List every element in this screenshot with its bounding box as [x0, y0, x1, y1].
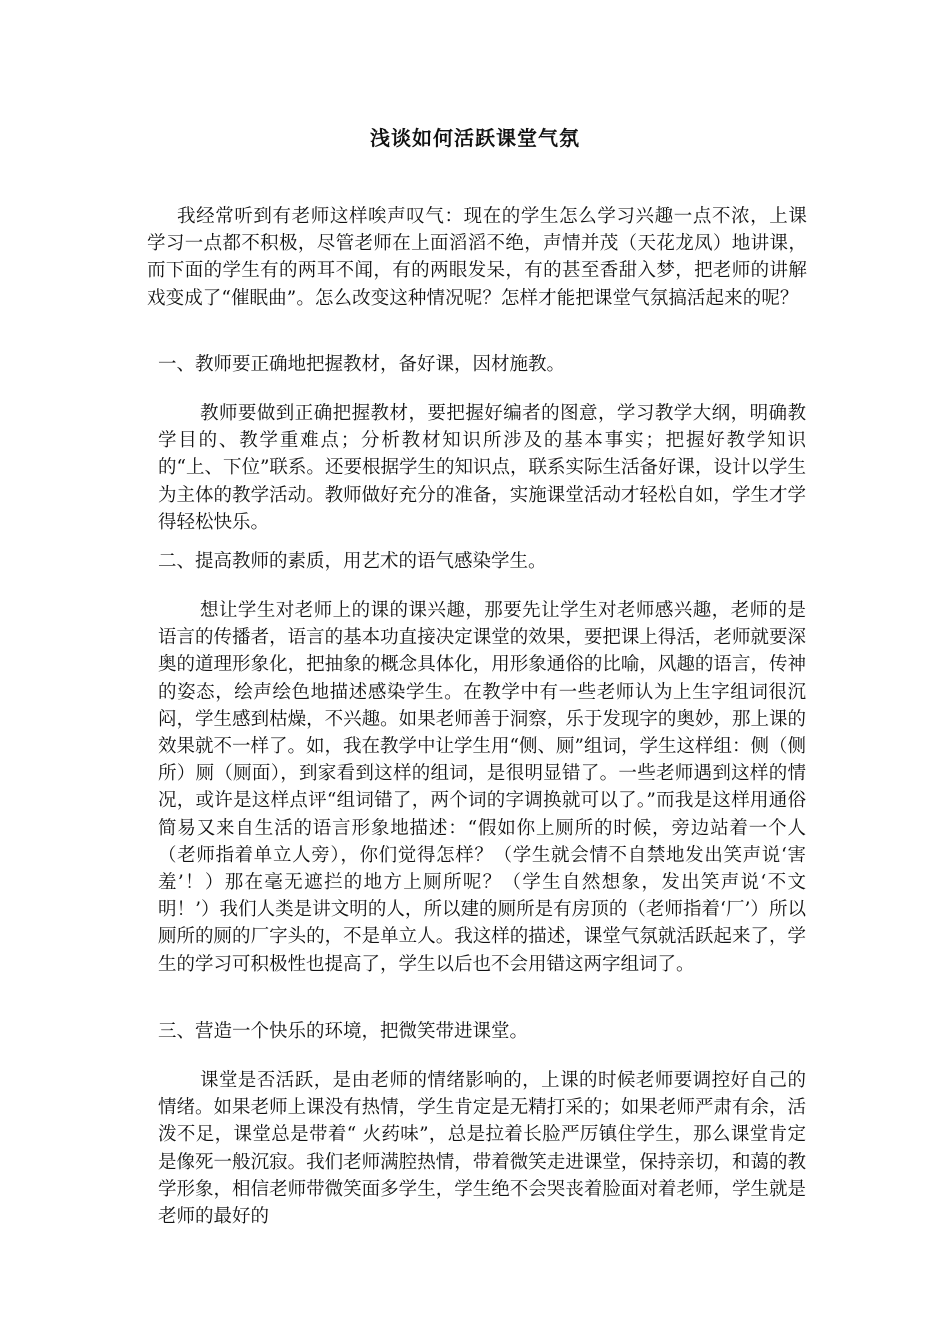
- intro-paragraph: 我经常听到有老师这样唉声叹气：现在的学生怎么学习兴趣一点不浓，上课学习一点都不积极，尽管老师在上面滔滔不绝，声情并茂（天花龙凤）地讲课，而下面的学生有的两耳不闻，有的两眼发呆，有的甚至香甜入梦，把老师的讲解戏变成了“催眠曲”。怎么改变这种情况呢？怎样才能把课堂气氛搞活起来的呢？: [147, 206, 807, 309]
- section-1-body: 教师要做到正确把握教材，要把握好编者的图意，学习教学大纲，明确教学目的、教学重难点；分析教材知识所涉及的基本事实；把握好教学知识的“上、下位”联系。还要根据学生的知识点，联系实际生活备好课，设计以学生为主体的教学活动。教师做好充分的准备，实施课堂活动才轻松自如，学生才学得轻松快乐。: [158, 403, 806, 533]
- document-title: 浅谈如何活跃课堂气氛: [370, 126, 580, 150]
- section-2-heading: 二、提高教师的素质，用艺术的语气感染学生。: [158, 551, 547, 572]
- section-3-body: 课堂是否活跃，是由老师的情绪影响的，上课的时候老师要调控好自己的情绪。如果老师上课没有热情，学生肯定是无精打采的；如果老师严肃有余，活泼不足，课堂总是带着“ 火药味”，总是拉着长脸严厉镇住学生，那么课堂肯定是像死一般沉寂。我们老师满腔热情，带着微笑走进课堂，保持亲切，和蔼的教学形象，相信老师带微笑面多学生，学生绝不会哭丧着脸面对着老师，学生就是老师的最好的: [158, 1070, 806, 1228]
- section-2-body: 想让学生对老师上的课的课兴趣，那要先让学生对老师感兴趣，老师的是语言的传播者，语言的基本功直接决定课堂的效果，要把课上得活，老师就要深奥的道理形象化，把抽象的概念具体化，用形象通俗的比喻，风趣的语言，传神的姿态，绘声绘色地描述感染学生。在教学中有一些老师认为上生字组词很沉闷，学生感到枯燥，不兴趣。如果老师善于洞察，乐于发现字的奥妙，那上课的效果就不一样了。如，我在教学中让学生用“侧、厕”组词，学生这样组：侧（侧所）厕（厕面），到家看到这样的组词，是很明显错了。一些老师遇到这样的情况，或许是这样点评“组词错了，两个词的字调换就可以了。”而我是这样用通俗简易又来自生活的语言形象地描述：“假如你上厕所的时候，旁边站着一个人（老师指着单立人旁），你们觉得怎样？（学生就会情不自禁地发出笑声说‘害羞’！）那在毫无遮拦的地方上厕所呢？（学生自然想象，发出笑声说‘不文明！’）我们人类是讲文明的人，所以建的厕所是有房顶的（老师指着‘厂’）所以厕所的厕的厂字头的，不是单立人。我这样的描述，课堂气氛就活跃起来了，学生的学习可积极性也提高了，学生以后也不会用错这两字组词了。: [158, 600, 806, 975]
- section-1-heading: 一、教师要正确地把握教材，备好课，因材施教。: [158, 354, 566, 375]
- section-3-heading: 三、营造一个快乐的环境，把微笑带进课堂。: [158, 1021, 529, 1042]
